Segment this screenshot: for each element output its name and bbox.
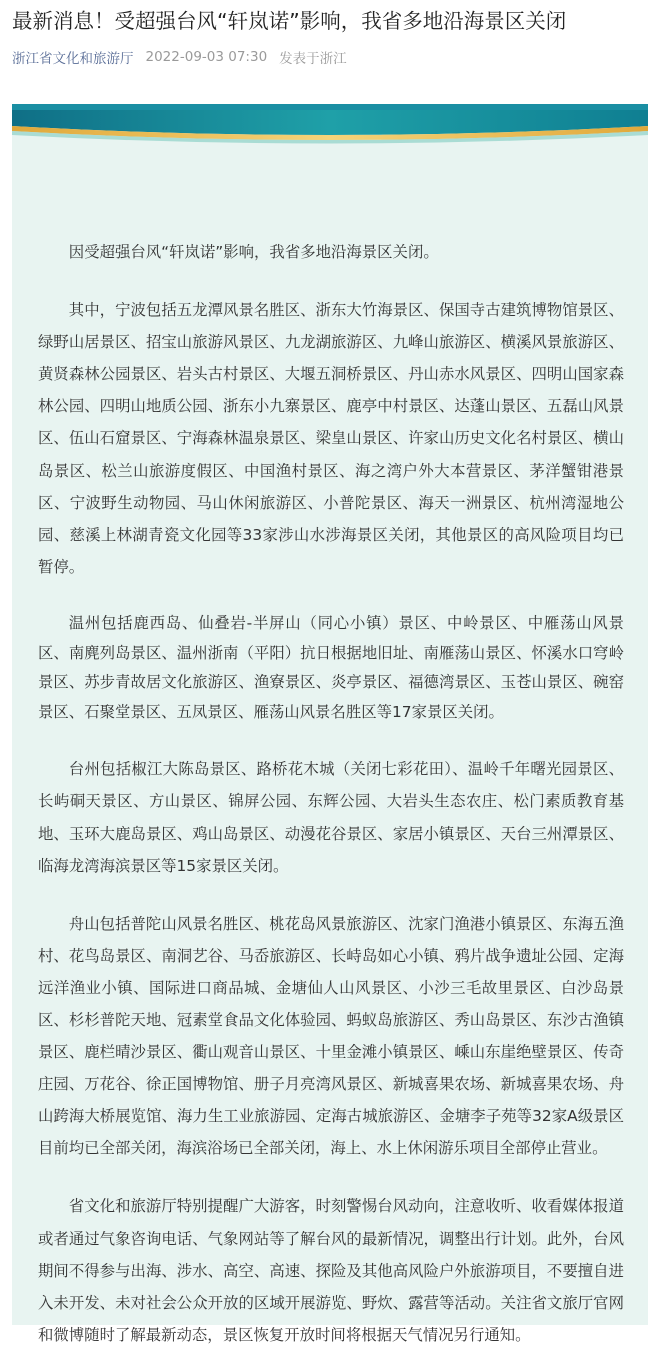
paragraph-intro: 因受超强台风“轩岚诺”影响，我省多地沿海景区关闭。 bbox=[68, 243, 439, 261]
article-content-card bbox=[12, 104, 648, 1344]
article-title: 最新消息！受超强台风“轩岚诺”影响，我省多地沿海景区关闭 bbox=[12, 9, 567, 33]
publish-date: 2022-09-03 07:30 bbox=[145, 49, 268, 65]
paragraph-reminder: 省文化和旅游厅特别提醒广大游客，时刻警惕台风动向，注意收听、收看媒体报道或者通过气象咨询电话、气象网站等了解台风的最新情况，调整出行计划。此外，台风期间不得参与出海、涉水、高空、高速、探险及其他高风险户外旅游项目，不要擅自进入未开发、未对社会公众开放的区域开展游览、野炊、露营等活动。关注省文旅厅官网和微博随时了解最新动态，景区恢复开放时间将根据天气情况另行通知。 bbox=[38, 1197, 624, 1344]
paragraph-ningbo: 其中，宁波包括五龙潭风景名胜区、浙东大竹海景区、保国寺古建筑博物馆景区、绿野山居景区、招宝山旅游风景区、九龙湖旅游区、九峰山旅游区、横溪风景旅游区、黄贤森林公园景区、岩头古村景区、大堰五洞桥景区、丹山赤水风景区、四明山国家森林公园、四明山地质公园、浙东小九寨景区、鹿亭中村景区、达蓬山景区、五磊山风景区、伍山石窟景区、宁海森林温泉景区、梁皇山景区、许家山历史文化名村景区、横山岛景区、松兰山旅游度假区、中国渔村景区、海之湾户外大本营景区、茅洋蟹钳港景区、宁波野生动物园、马山休闲旅游区、小普陀景区、海天一洲景区、杭州湾湿地公园、慈溪上林湖青瓷文化园等33家涉山水涉海景区关闭，其他景区的高风险项目均已暂停。 bbox=[38, 301, 624, 576]
publish-location: 发表于浙江 bbox=[279, 51, 347, 67]
account-name-link[interactable]: 浙江省文化和旅游厅 bbox=[12, 51, 134, 67]
article-body bbox=[38, 236, 624, 1351]
article-meta bbox=[12, 46, 347, 68]
decorative-wave-banner bbox=[12, 104, 648, 150]
paragraph-wenzhou: 温州包括鹿西岛、仙叠岩-半屏山（同心小镇）景区、中岭景区、中雁荡山风景区、南麂列岛景区、温州浙南（平阳）抗日根据地旧址、南雁荡山景区、怀溪水口穹岭景区、苏步青故居文化旅游区、渔寮景区、炎亭景区、福德湾景区、玉苍山景区、碗窑景区、石聚堂景区、五凤景区、雁荡山风景名胜区等17家景区关闭。 bbox=[38, 613, 624, 721]
paragraph-zhoushan: 舟山包括普陀山风景名胜区、桃花岛风景旅游区、沈家门渔港小镇景区、东海五渔村、花鸟岛景区、南洞艺谷、马岙旅游区、长峙岛如心小镇、鸦片战争遗址公园、定海远洋渔业小镇、国际进口商品城、金塘仙人山风景区、小沙三毛故里景区、白沙岛景区、杉杉普陀天地、冠素堂食品文化体验园、蚂蚁岛旅游区、秀山岛景区、东沙古渔镇景区、鹿栏晴沙景区、衢山观音山景区、十里金滩小镇景区、嵊山东崖绝壁景区、传奇庄园、万花谷、徐正国博物馆、册子月亮湾风景区、新城喜果农场、新城喜果农场、舟山跨海大桥展览馆、海力生工业旅游园、定海古城旅游区、金塘李子苑等32家A级景区目前均已全部关闭，海滨浴场已全部关闭，海上、水上休闲游乐项目全部停止营业。 bbox=[38, 914, 624, 1158]
paragraph-taizhou: 台州包括椒江大陈岛景区、路桥花木城（关闭七彩花田）、温岭千年曙光园景区、长屿硐天景区、方山景区、锦屏公园、东辉公园、大岩头生态农庄、松门素质教育基地、玉环大鹿岛景区、鸡山岛景区、动漫花谷景区、家居小镇景区、天台三州潭景区、临海龙湾海滨景区等15家景区关闭。 bbox=[38, 760, 624, 875]
